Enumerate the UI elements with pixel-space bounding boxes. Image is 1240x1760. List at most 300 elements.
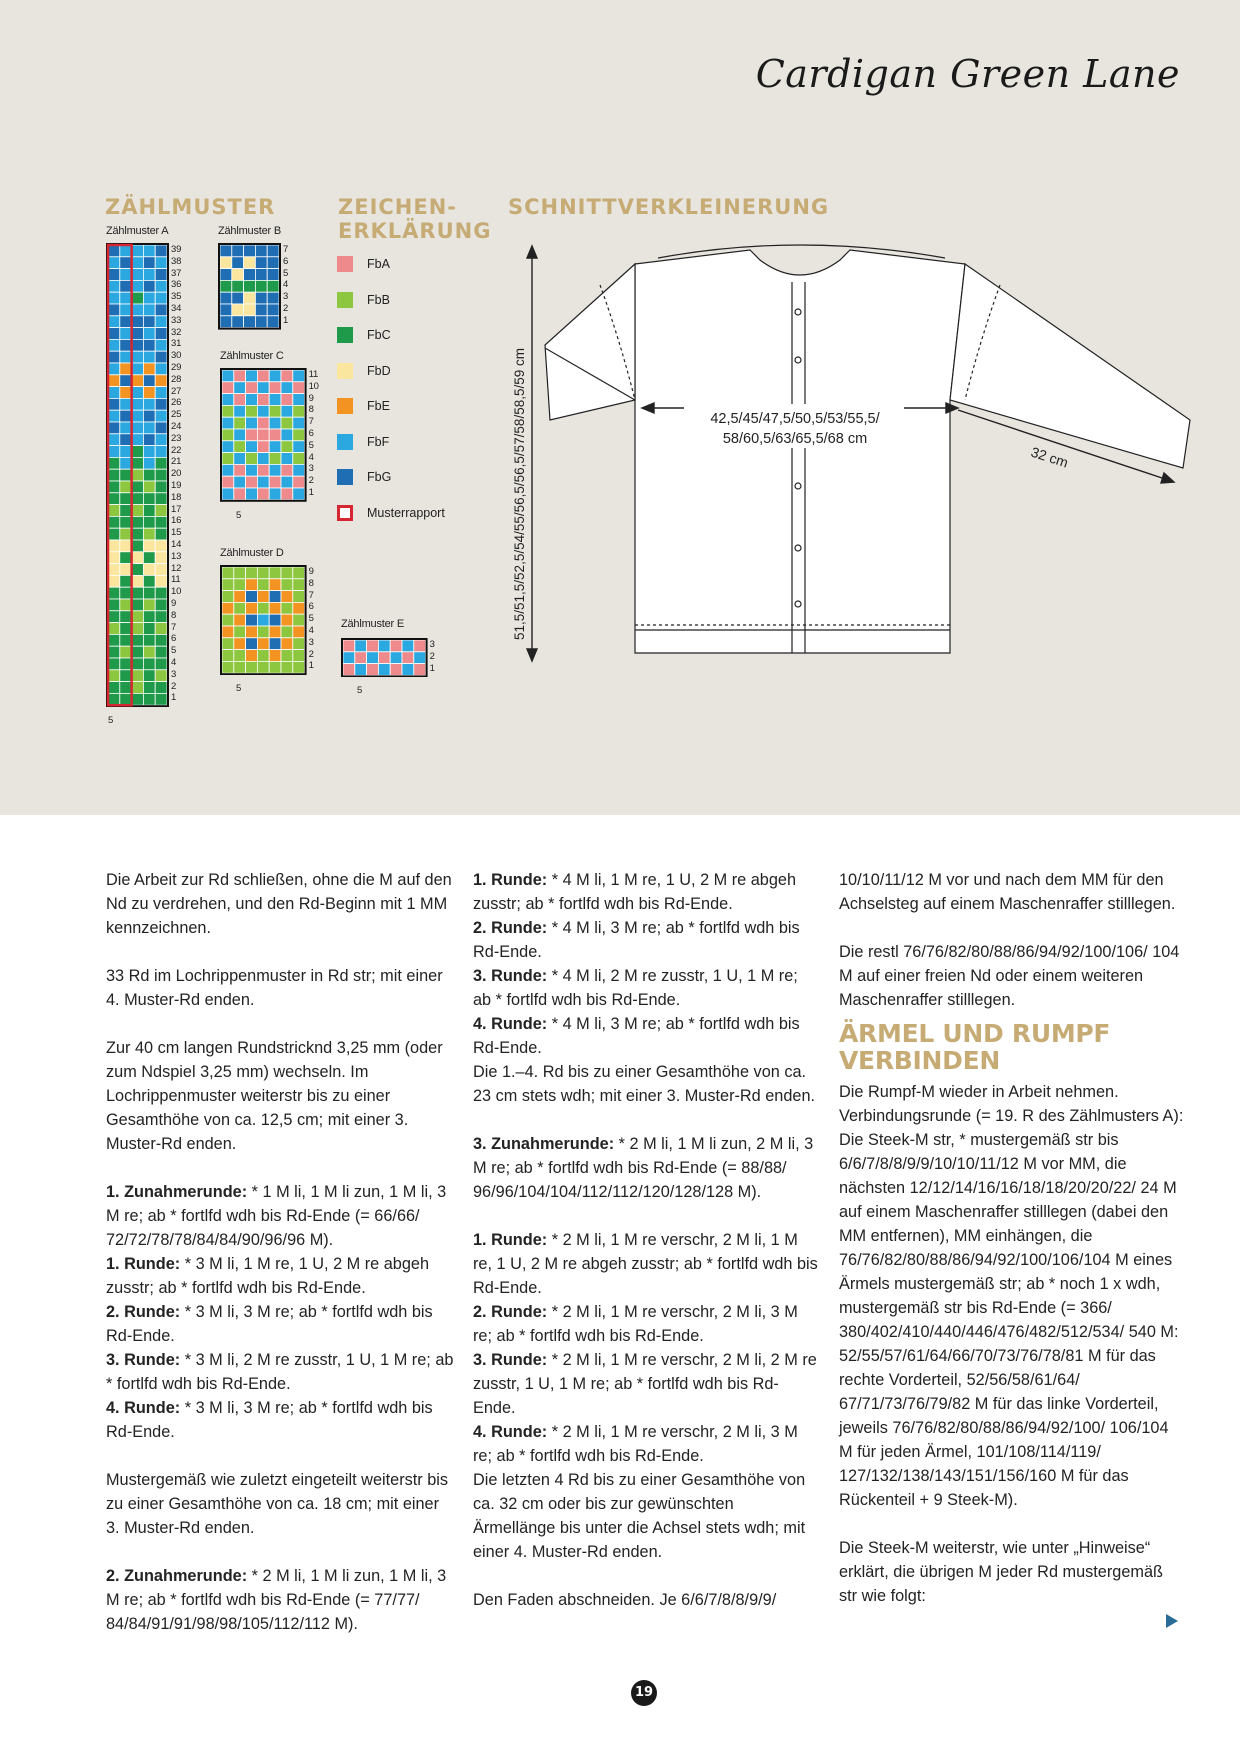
- row-number: 34: [171, 303, 182, 314]
- chart-cell: [155, 528, 167, 540]
- instruction-label: 4. Runde:: [106, 1399, 181, 1417]
- row-number: 19: [171, 480, 182, 491]
- chart-cell: [120, 587, 132, 599]
- chart-cell: [267, 257, 279, 269]
- chart-cell: [244, 257, 256, 269]
- continue-arrow-icon: [1166, 1614, 1178, 1628]
- chart-cell: [143, 634, 155, 646]
- chart-cell: [155, 304, 167, 316]
- chart-width-label: 5: [236, 683, 242, 695]
- chart-cell: [108, 280, 120, 292]
- chart-cell: [257, 441, 269, 453]
- chart-cell: [155, 658, 167, 670]
- instruction-text: * 3 M li, 3 M re; ab * fortlfd wdh bis Rd-Ende.: [106, 1303, 433, 1345]
- chart-cell: [246, 579, 258, 591]
- chart-cell: [246, 453, 258, 465]
- schematic-diagram: [500, 230, 1210, 680]
- instruction-label: 2. Runde:: [473, 919, 548, 937]
- section-heading-aermel: [839, 1020, 1184, 1074]
- chart-cell: [269, 567, 281, 579]
- chart-cell: [155, 634, 167, 646]
- chart-cell: [246, 650, 258, 662]
- chart-cell: [120, 446, 132, 458]
- chart-cell: [269, 591, 281, 603]
- chart-cell: [246, 370, 258, 382]
- chart-cell: [155, 693, 167, 705]
- chart-cell: [132, 398, 144, 410]
- chart-cell: [120, 328, 132, 340]
- chart-cell: [132, 540, 144, 552]
- chart-cell: [269, 370, 281, 382]
- row-number: 3: [308, 463, 314, 475]
- chart-cell: [155, 611, 167, 623]
- legend-swatch: [337, 292, 353, 308]
- chart-cell: [244, 316, 256, 328]
- chart-cell: [132, 304, 144, 316]
- row-number: 6: [283, 255, 289, 267]
- chart-cell: [120, 422, 132, 434]
- chart-cell: [222, 429, 234, 441]
- chart-cell: [143, 469, 155, 481]
- chart-cell: [155, 564, 167, 576]
- chart-cell: [120, 257, 132, 269]
- chart-cell: [222, 441, 234, 453]
- instruction-label: 3. Zunahmerunde:: [473, 1135, 615, 1153]
- legend-item-FbC: [337, 325, 391, 345]
- chart-cell: [120, 363, 132, 375]
- instruction-r3: [473, 964, 819, 1012]
- chart-cell: [132, 693, 144, 705]
- chart-cell: [143, 575, 155, 587]
- chart-cell: [132, 682, 144, 694]
- chart-cell: [108, 481, 120, 493]
- chart-cell: [108, 575, 120, 587]
- chart-cell: [132, 446, 144, 458]
- chart-cell: [108, 587, 120, 599]
- chart-cell: [143, 540, 155, 552]
- row-number: 2: [429, 650, 435, 662]
- heading-line: ÄRMEL UND RUMPF: [839, 1019, 1111, 1048]
- row-number: 7: [308, 589, 314, 601]
- row-number: 23: [171, 432, 182, 444]
- chart-cell: [246, 488, 258, 500]
- chart-cell: [155, 516, 167, 528]
- paragraph: Zur 40 cm langen Rundstricknd 3,25 mm (oder zum Ndspiel 3,25 mm) wechseln. Im Lochrippenmuster weiterstr bis zu einer Gesamthöhe von ca. 12,5 cm; mit einer 3. Muster-Rd enden.: [106, 1039, 443, 1153]
- row-number: 3: [283, 291, 289, 303]
- chart-cell: [120, 316, 132, 328]
- chart-cell: [222, 370, 234, 382]
- chart-cell: [143, 410, 155, 422]
- chart-cell: [155, 575, 167, 587]
- row-number: 1: [171, 692, 177, 704]
- chart-cell: [220, 245, 232, 257]
- chart-cell: [120, 280, 132, 292]
- chart-cell: [222, 650, 234, 662]
- chart-cell: [234, 441, 246, 453]
- row-number: 28: [171, 373, 182, 385]
- chart-cell: [143, 599, 155, 611]
- chart-cell: [132, 587, 144, 599]
- chart-cell: [281, 370, 293, 382]
- chart-cell: [108, 611, 120, 623]
- chart-cell: [143, 693, 155, 705]
- chart-cell: [246, 602, 258, 614]
- chart-cell: [132, 245, 144, 257]
- legend-item-FbD: [337, 361, 391, 381]
- row-number: 2: [283, 303, 289, 314]
- chart-cell: [132, 493, 144, 505]
- row-number: 12: [171, 562, 182, 574]
- chart-cell: [155, 446, 167, 458]
- row-number: 9: [308, 392, 314, 404]
- chart-cell: [414, 664, 426, 676]
- paragraph: Die Steek-M weiterstr, wie unter „Hinweise“ erklärt, die übrigen M jeder Rd mustergemäß str wie folgt:: [839, 1539, 1163, 1605]
- chart-cell: [132, 516, 144, 528]
- chart-cell: [293, 370, 305, 382]
- legend-label: FbA: [367, 257, 390, 271]
- chart-cell: [234, 661, 246, 673]
- chart-cell: [234, 464, 246, 476]
- row-number: 4: [283, 279, 289, 291]
- chart-cell: [155, 292, 167, 304]
- chart-cell: [267, 245, 279, 257]
- chart-cell: [293, 441, 305, 453]
- chart-cell: [143, 339, 155, 351]
- chart-cell: [246, 476, 258, 488]
- chart-cell: [257, 417, 269, 429]
- chart-cell: [232, 280, 244, 292]
- chart-cell: [143, 351, 155, 363]
- chart-cell: [355, 640, 367, 652]
- chart-cell: [108, 505, 120, 517]
- instruction-r1: [106, 1252, 454, 1300]
- row-number: 5: [308, 613, 314, 625]
- right-sleeve-outline: [950, 264, 1190, 468]
- chart-cell: [108, 422, 120, 434]
- chart-cell: [232, 269, 244, 281]
- paragraph: Die restl 76/76/82/80/88/86/94/92/100/106/ 104 M auf einer freien Nd oder einem weiteren Maschenraffer stilllegen.: [839, 943, 1180, 1009]
- chart-cell: [143, 257, 155, 269]
- instruction-label: 3. Runde:: [473, 1351, 548, 1369]
- chart-cell: [120, 387, 132, 399]
- chart-cell: [120, 304, 132, 316]
- width-label-2: 58/60,5/63/65,5/68 cm: [722, 431, 868, 447]
- chart-cell: [367, 664, 379, 676]
- chart-grid-D: [220, 565, 307, 675]
- chart-cell: [143, 564, 155, 576]
- legend-swatch: [337, 363, 353, 379]
- top-panel: [0, 0, 1240, 815]
- chart-cell: [255, 245, 267, 257]
- chart-grid-E: [341, 638, 428, 677]
- chart-cell: [222, 579, 234, 591]
- paragraph: Den Faden abschneiden. Je 6/6/7/8/8/9/9/: [473, 1591, 777, 1609]
- chart-cell: [155, 375, 167, 387]
- row-number: 22: [171, 444, 182, 456]
- row-number: 32: [171, 326, 182, 338]
- chart-cell: [120, 564, 132, 576]
- chart-cell: [234, 417, 246, 429]
- legend-label: Musterrapport: [367, 505, 445, 520]
- chart-cell: [143, 280, 155, 292]
- instruction-text: * 2 M li, 1 M re verschr, 2 M li, 3 M re; ab * fortlfd wdh bis Rd-Ende.: [473, 1423, 798, 1465]
- chart-cell: [293, 429, 305, 441]
- instruction-r4: [106, 1396, 454, 1444]
- chart-cell: [281, 602, 293, 614]
- chart-cell: [143, 646, 155, 658]
- chart-cell: [220, 292, 232, 304]
- chart-cell: [281, 476, 293, 488]
- instruction-s1: [473, 1228, 819, 1300]
- chart-cell: [244, 292, 256, 304]
- row-number: 36: [171, 279, 182, 291]
- chart-cell: [155, 481, 167, 493]
- chart-cell: [293, 626, 305, 638]
- row-number: 31: [171, 338, 182, 350]
- chart-cell: [222, 488, 234, 500]
- chart-cell: [108, 375, 120, 387]
- instruction-text: * 2 M li, 1 M re verschr, 2 M li, 3 M re; ab * fortlfd wdh bis Rd-Ende.: [473, 1303, 798, 1345]
- chart-cell: [132, 457, 144, 469]
- chart-cell: [355, 652, 367, 664]
- chart-cell: [143, 375, 155, 387]
- chart-label: Zählmuster D: [220, 547, 284, 559]
- chart-cell: [234, 394, 246, 406]
- instruction-label: 1. Runde:: [473, 871, 548, 889]
- chart-cell: [132, 658, 144, 670]
- chart-cell: [108, 328, 120, 340]
- chart-cell: [120, 552, 132, 564]
- chart-cell: [120, 269, 132, 281]
- chart-cell: [108, 623, 120, 635]
- chart-cell: [143, 269, 155, 281]
- row-number: 3: [171, 668, 177, 680]
- row-number: 4: [308, 451, 314, 463]
- chart-cell: [293, 567, 305, 579]
- chart-cell: [281, 429, 293, 441]
- chart-width-label: 5: [108, 715, 114, 727]
- legend-label: FbB: [367, 292, 390, 307]
- chart-cell: [281, 441, 293, 453]
- chart-cell: [120, 528, 132, 540]
- chart-cell: [132, 351, 144, 363]
- chart-cell: [257, 464, 269, 476]
- text-column-2: [473, 868, 819, 1636]
- chart-cell: [222, 567, 234, 579]
- chart-cell: [222, 661, 234, 673]
- instruction-text: * 2 M li, 1 M li zun, 2 M li, 3 M re; ab * fortlfd wdh bis Rd-Ende (= 88/88/ 96/96/104/104/112/112/120/128/128 M).: [473, 1135, 814, 1201]
- chart-cell: [155, 599, 167, 611]
- row-number: 15: [171, 527, 182, 539]
- chart-cell: [108, 457, 120, 469]
- chart-cell: [108, 552, 120, 564]
- row-number: 5: [308, 439, 314, 451]
- chart-cell: [234, 579, 246, 591]
- chart-cell: [293, 464, 305, 476]
- row-number: 8: [308, 577, 314, 589]
- chart-cell: [257, 394, 269, 406]
- instruction-label: 2. Zunahmerunde:: [106, 1567, 248, 1585]
- chart-cell: [281, 453, 293, 465]
- chart-cell: [246, 626, 258, 638]
- chart-cell: [222, 405, 234, 417]
- row-number: 26: [171, 397, 182, 409]
- section-heading-zeichen-2: ERKLÄRUNG: [338, 219, 492, 243]
- chart-cell: [269, 650, 281, 662]
- instruction-label: 1. Zunahmerunde:: [106, 1183, 248, 1201]
- row-number: 30: [171, 350, 182, 362]
- chart-cell: [234, 626, 246, 638]
- chart-cell: [132, 292, 144, 304]
- chart-cell: [343, 664, 355, 676]
- chart-cell: [246, 661, 258, 673]
- chart-cell: [281, 591, 293, 603]
- chart-cell: [281, 417, 293, 429]
- chart-cell: [120, 599, 132, 611]
- chart-cell: [155, 552, 167, 564]
- chart-cell: [378, 640, 390, 652]
- legend-swatch: [337, 434, 353, 450]
- chart-cell: [293, 661, 305, 673]
- chart-cell: [293, 488, 305, 500]
- paragraph: 33 Rd im Lochrippenmuster in Rd str; mit einer 4. Muster-Rd enden.: [106, 967, 443, 1009]
- chart-cell: [222, 476, 234, 488]
- chart-cell: [257, 650, 269, 662]
- chart-cell: [120, 575, 132, 587]
- chart-cell: [293, 579, 305, 591]
- chart-cell: [120, 658, 132, 670]
- instruction-text: * 4 M li, 3 M re; ab * fortlfd wdh bis Rd-Ende.: [473, 1015, 800, 1057]
- legend-label: FbF: [367, 434, 390, 449]
- legend-item-FbF: [337, 432, 389, 452]
- instruction-text: * 4 M li, 3 M re; ab * fortlfd wdh bis Rd-Ende.: [473, 919, 800, 961]
- chart-cell: [120, 516, 132, 528]
- chart-cell: [132, 316, 144, 328]
- chart-cell: [269, 579, 281, 591]
- legend-item-FbA: [337, 254, 390, 274]
- chart-cell: [132, 634, 144, 646]
- chart-cell: [257, 488, 269, 500]
- chart-cell: [108, 269, 120, 281]
- chart-cell: [246, 591, 258, 603]
- chart-cell: [269, 476, 281, 488]
- legend-item-FbG: [337, 467, 391, 487]
- chart-cell: [132, 469, 144, 481]
- row-number: 16: [171, 515, 182, 527]
- chart-cell: [367, 652, 379, 664]
- chart-cell: [120, 682, 132, 694]
- chart-cell: [234, 476, 246, 488]
- chart-cell: [355, 664, 367, 676]
- legend-swatch: [337, 327, 353, 343]
- chart-cell: [120, 457, 132, 469]
- section-heading-schnitt: SCHNITTVERKLEINERUNG: [508, 195, 830, 219]
- chart-cell: [143, 493, 155, 505]
- legend-label: FbD: [367, 363, 391, 378]
- chart-cell: [234, 602, 246, 614]
- width-label-1: 42,5/45/47,5/50,5/53/55,5/: [710, 411, 880, 427]
- chart-cell: [143, 611, 155, 623]
- chart-cell: [255, 257, 267, 269]
- chart-cell: [108, 351, 120, 363]
- row-number: 6: [308, 428, 314, 439]
- chart-cell: [108, 682, 120, 694]
- chart-cell: [120, 245, 132, 257]
- row-number: 8: [308, 404, 314, 416]
- chart-cell: [222, 382, 234, 394]
- chart-cell: [244, 245, 256, 257]
- instruction-text: * 3 M li, 3 M re; ab * fortlfd wdh bis Rd-Ende.: [106, 1399, 433, 1441]
- instruction-text: * 3 M li, 1 M re, 1 U, 2 M re abgeh zusstr; ab * fortlfd wdh bis Rd-Ende.: [106, 1255, 430, 1297]
- instruction-s4: [473, 1420, 819, 1468]
- chart-cell: [222, 626, 234, 638]
- chart-cell: [155, 280, 167, 292]
- chart-cell: [155, 682, 167, 694]
- page-number: 19: [631, 1680, 657, 1706]
- chart-cell: [293, 382, 305, 394]
- row-number: 6: [308, 601, 314, 613]
- chart-cell: [414, 652, 426, 664]
- chart-cell: [257, 429, 269, 441]
- row-number: 39: [171, 244, 182, 255]
- chart-cell: [155, 257, 167, 269]
- chart-cell: [281, 579, 293, 591]
- instruction-text: * 1 M li, 1 M li zun, 1 M li, 3 M re; ab * fortlfd wdh bis Rd-Ende (= 66/66/ 72/72/78/78/84/84/90/96/96 M).: [106, 1183, 447, 1249]
- chart-cell: [132, 575, 144, 587]
- row-number: 9: [171, 598, 177, 609]
- chart-cell: [281, 567, 293, 579]
- chart-cell: [143, 363, 155, 375]
- chart-cell: [232, 292, 244, 304]
- instruction-label: 1. Runde:: [106, 1255, 181, 1273]
- chart-cell: [120, 434, 132, 446]
- chart-cell: [269, 405, 281, 417]
- chart-cell: [220, 304, 232, 316]
- chart-cell: [234, 370, 246, 382]
- chart-cell: [132, 280, 144, 292]
- instruction-label: 4. Runde:: [473, 1423, 548, 1441]
- chart-cell: [108, 516, 120, 528]
- chart-cell: [267, 304, 279, 316]
- chart-cell: [257, 626, 269, 638]
- chart-cell: [120, 292, 132, 304]
- chart-cell: [120, 540, 132, 552]
- chart-cell: [155, 339, 167, 351]
- chart-cell: [155, 623, 167, 635]
- chart-cell: [143, 387, 155, 399]
- chart-cell: [222, 394, 234, 406]
- chart-cell: [343, 652, 355, 664]
- chart-cell: [222, 614, 234, 626]
- text-column-1: [106, 868, 454, 1636]
- chart-cell: [281, 650, 293, 662]
- row-number: 21: [171, 456, 182, 468]
- legend-swatch: [337, 398, 353, 414]
- chart-cell: [220, 269, 232, 281]
- chart-cell: [257, 591, 269, 603]
- chart-cell: [293, 405, 305, 417]
- chart-cell: [269, 429, 281, 441]
- chart-grid-A: [106, 243, 169, 707]
- chart-cell: [120, 469, 132, 481]
- row-number: 2: [171, 680, 177, 692]
- chart-cell: [143, 422, 155, 434]
- legend-swatch: [337, 256, 353, 272]
- chart-cell: [120, 410, 132, 422]
- chart-cell: [155, 328, 167, 340]
- row-number: 20: [171, 468, 182, 480]
- chart-cell: [155, 245, 167, 257]
